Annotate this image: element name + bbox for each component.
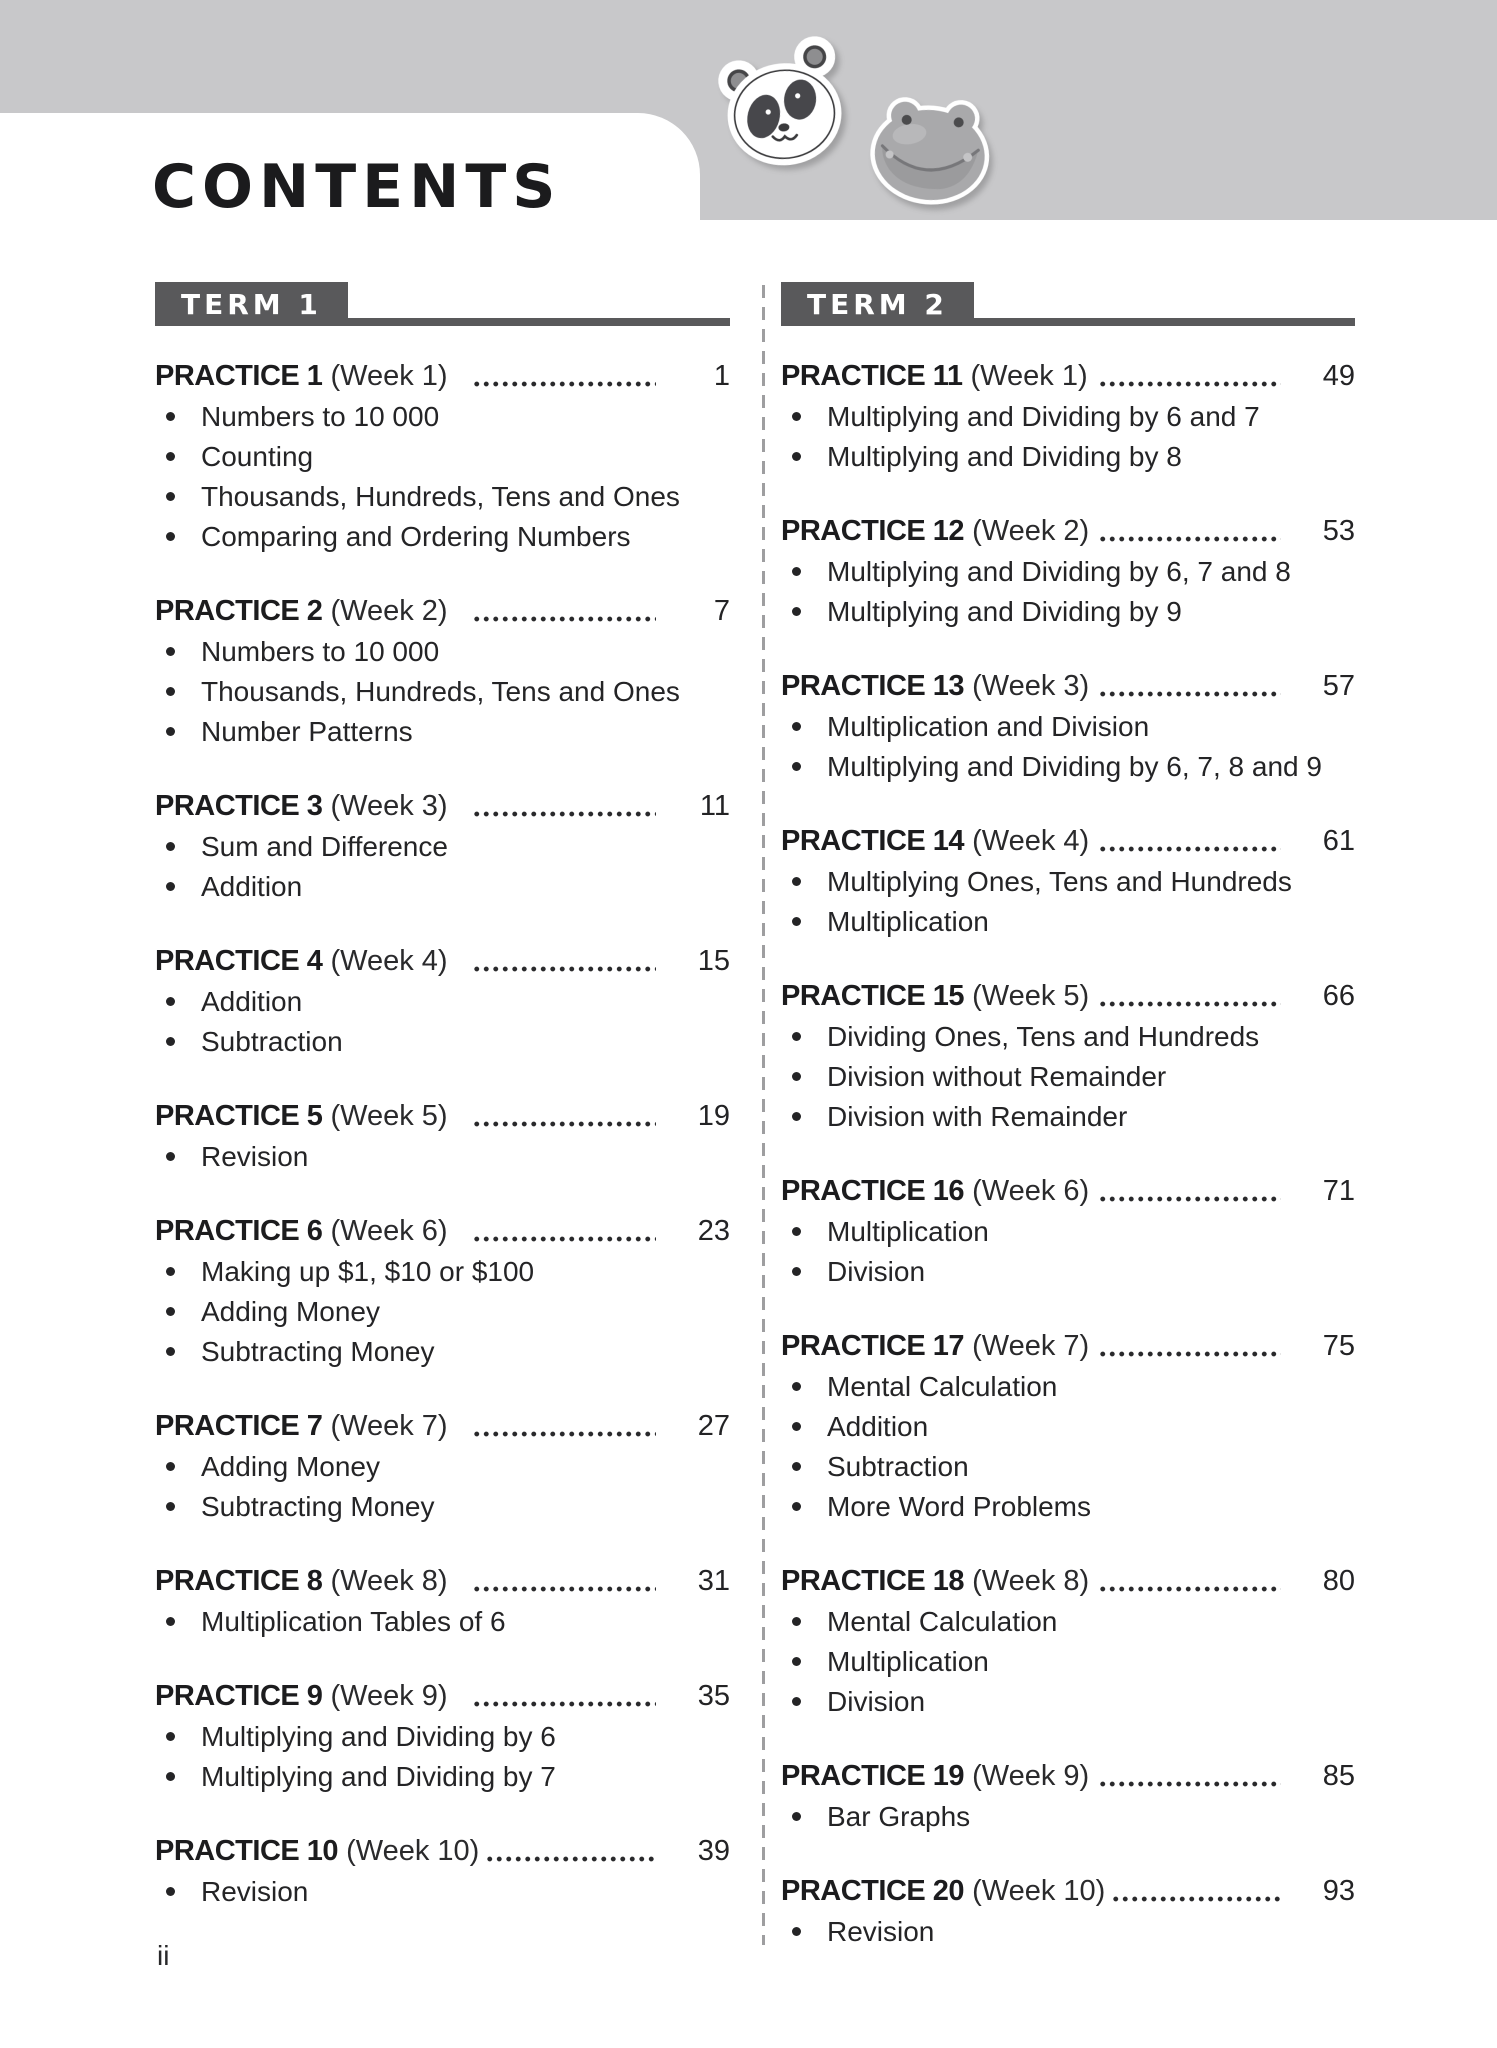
- dot-leader: [1098, 510, 1281, 552]
- practice-heading: [781, 1325, 1355, 1367]
- topic-item: [781, 1797, 1355, 1837]
- practice-title: [155, 590, 466, 632]
- practice-week: (Week 10): [346, 1835, 480, 1867]
- practice-heading: [155, 1405, 730, 1447]
- practice-title: [781, 1870, 1105, 1912]
- topic-item: [781, 1252, 1355, 1292]
- practice-week: (Week 9): [330, 1680, 448, 1712]
- practice-week: (Week 10): [972, 1875, 1106, 1907]
- practice-page-number: 15: [697, 945, 730, 977]
- footer-page-number: ii: [157, 1940, 170, 1971]
- practice-title: [781, 355, 1092, 397]
- practice-title: [155, 1830, 479, 1872]
- practice-entry: [781, 820, 1355, 942]
- term-column: [781, 282, 1355, 1985]
- practice-title: [781, 975, 1092, 1017]
- practice-label: PRACTICE 11: [781, 360, 963, 392]
- practice-title: [781, 1560, 1092, 1602]
- topic-label: Division: [827, 1686, 926, 1717]
- practice-week: (Week 9): [972, 1760, 1090, 1792]
- topic-label: Multiplying and Dividing by 7: [201, 1761, 556, 1792]
- practice-heading: [155, 1560, 730, 1602]
- practice-heading: [781, 665, 1355, 707]
- topics-list: [155, 1602, 730, 1642]
- practice-page-number: 80: [1322, 1565, 1355, 1597]
- practice-label: PRACTICE 14: [781, 825, 965, 857]
- dot-leader: [1098, 975, 1281, 1017]
- practice-label: PRACTICE 2: [155, 595, 323, 627]
- practice-page-number: 93: [1322, 1875, 1355, 1907]
- practice-label: PRACTICE 16: [781, 1175, 965, 1207]
- topic-label: Revision: [201, 1141, 309, 1172]
- practice-label: PRACTICE 8: [155, 1565, 323, 1597]
- topic-label: Bar Graphs: [827, 1801, 971, 1832]
- term-rule: [348, 318, 730, 326]
- topics-list: [781, 397, 1355, 477]
- dot-leader: [472, 1675, 656, 1717]
- practice-heading: [155, 1210, 730, 1252]
- topic-item: [155, 437, 730, 477]
- topic-item: [155, 1872, 730, 1912]
- practice-label: PRACTICE 5: [155, 1100, 323, 1132]
- practice-label: PRACTICE 3: [155, 790, 323, 822]
- practice-page-number: 23: [697, 1215, 730, 1247]
- practice-label: PRACTICE 7: [155, 1410, 323, 1442]
- practice-page-number: 85: [1322, 1760, 1355, 1792]
- practice-week: (Week 6): [972, 1175, 1090, 1207]
- practice-entry: [155, 355, 730, 557]
- topic-item: [781, 1487, 1355, 1527]
- topic-item: [781, 1912, 1355, 1952]
- practice-entry: [155, 1830, 730, 1912]
- practice-entry: [781, 1560, 1355, 1722]
- term-header: [781, 282, 1355, 326]
- topic-item: [155, 712, 730, 752]
- practice-title: [155, 1675, 466, 1717]
- practice-title: [155, 1560, 466, 1602]
- practice-week: (Week 5): [330, 1100, 448, 1132]
- page-title: CONTENTS: [152, 152, 562, 222]
- topic-item: [155, 867, 730, 907]
- practice-entry: [781, 1325, 1355, 1527]
- term-box: [781, 282, 974, 326]
- topic-label: Thousands, Hundreds, Tens and Ones: [201, 481, 680, 512]
- practice-label: PRACTICE 4: [155, 945, 323, 977]
- practice-label: PRACTICE 12: [781, 515, 965, 547]
- term-label: TERM 1: [181, 288, 322, 321]
- practice-heading: [781, 820, 1355, 862]
- topic-item: [155, 982, 730, 1022]
- topic-label: Comparing and Ordering Numbers: [201, 521, 631, 552]
- topic-label: Addition: [827, 1411, 929, 1442]
- topic-label: Multiplication: [827, 906, 989, 937]
- dot-leader: [1098, 1325, 1281, 1367]
- topic-item: [781, 862, 1355, 902]
- topic-label: Numbers to 10 000: [201, 636, 440, 667]
- topic-item: [781, 1447, 1355, 1487]
- term-label: TERM 2: [807, 288, 948, 321]
- practice-page-number: 75: [1322, 1330, 1355, 1362]
- term-box: [155, 282, 348, 326]
- topic-label: Adding Money: [201, 1296, 381, 1327]
- topics-list: [155, 397, 730, 557]
- topic-item: [781, 1097, 1355, 1137]
- topic-label: Thousands, Hundreds, Tens and Ones: [201, 676, 680, 707]
- practice-heading: [781, 975, 1355, 1017]
- topic-item: [781, 1057, 1355, 1097]
- practice-page-number: 35: [697, 1680, 730, 1712]
- dot-leader: [472, 1095, 656, 1137]
- practice-heading: [781, 1560, 1355, 1602]
- topic-item: [781, 437, 1355, 477]
- practice-week: (Week 8): [972, 1565, 1090, 1597]
- topics-list: [155, 1717, 730, 1797]
- practice-label: PRACTICE 10: [155, 1835, 339, 1867]
- practice-entry: [781, 1870, 1355, 1952]
- topic-item: [155, 672, 730, 712]
- practice-page-number: 57: [1322, 670, 1355, 702]
- practice-heading: [781, 1870, 1355, 1912]
- practice-entry: [155, 1405, 730, 1527]
- topics-list: [781, 1367, 1355, 1527]
- dot-leader: [1098, 1755, 1281, 1797]
- practice-list: [155, 355, 730, 1912]
- topic-item: [781, 1367, 1355, 1407]
- term-column: [155, 282, 730, 1945]
- practice-week: (Week 4): [972, 825, 1090, 857]
- practice-heading: [155, 1675, 730, 1717]
- topic-label: Multiplying and Dividing by 6 and 7: [827, 401, 1260, 432]
- topic-item: [155, 1447, 730, 1487]
- practice-entry: [781, 975, 1355, 1137]
- topic-label: Multiplying and Dividing by 8: [827, 441, 1182, 472]
- practice-heading: [781, 1755, 1355, 1797]
- practice-page-number: 1: [713, 360, 730, 392]
- topic-label: Adding Money: [201, 1451, 381, 1482]
- practice-entry: [781, 1755, 1355, 1837]
- topics-list: [155, 1137, 730, 1177]
- practice-label: PRACTICE 15: [781, 980, 965, 1012]
- topic-label: Division with Remainder: [827, 1101, 1128, 1132]
- topic-item: [781, 592, 1355, 632]
- topics-list: [781, 862, 1355, 942]
- topics-list: [155, 1252, 730, 1372]
- topic-label: Multiplication Tables of 6: [201, 1606, 506, 1637]
- topic-label: Division without Remainder: [827, 1061, 1167, 1092]
- practice-heading: [781, 510, 1355, 552]
- practice-entry: [155, 1560, 730, 1642]
- dot-leader: [472, 940, 656, 982]
- topic-item: [155, 477, 730, 517]
- topic-item: [781, 1407, 1355, 1447]
- practice-page-number: 7: [713, 595, 730, 627]
- practice-page-number: 27: [697, 1410, 730, 1442]
- practice-label: PRACTICE 19: [781, 1760, 965, 1792]
- topic-label: Mental Calculation: [827, 1371, 1058, 1402]
- topic-label: Multiplying and Dividing by 6, 7 and 8: [827, 556, 1291, 587]
- topic-item: [155, 1717, 730, 1757]
- topic-label: Mental Calculation: [827, 1606, 1058, 1637]
- practice-entry: [155, 590, 730, 752]
- topic-label: Multiplying and Dividing by 6: [201, 1721, 556, 1752]
- dot-leader: [472, 1560, 656, 1602]
- topics-list: [781, 1602, 1355, 1722]
- practice-page-number: 11: [699, 790, 730, 822]
- topic-item: [155, 1602, 730, 1642]
- topics-list: [155, 827, 730, 907]
- topic-label: Subtraction: [201, 1026, 343, 1057]
- topic-label: Multiplying and Dividing by 6, 7, 8 and 9: [827, 751, 1322, 782]
- practice-page-number: 31: [697, 1565, 730, 1597]
- contents-columns: [155, 282, 1355, 1985]
- practice-entry: [781, 1170, 1355, 1292]
- topic-item: [781, 1017, 1355, 1057]
- topics-list: [781, 1912, 1355, 1952]
- practice-title: [781, 820, 1092, 862]
- practice-heading: [781, 1170, 1355, 1212]
- topic-label: Revision: [827, 1916, 935, 1947]
- topic-label: Revision: [201, 1876, 309, 1907]
- panda-sticker-icon: [705, 27, 870, 192]
- practice-list: [781, 355, 1355, 1952]
- topic-item: [781, 747, 1355, 787]
- topic-label: Addition: [201, 871, 303, 902]
- practice-week: (Week 8): [330, 1565, 448, 1597]
- dot-leader: [1098, 355, 1281, 397]
- practice-title: [781, 1755, 1092, 1797]
- practice-page-number: 66: [1322, 980, 1355, 1012]
- topic-item: [155, 1487, 730, 1527]
- dot-leader: [472, 590, 656, 632]
- practice-title: [155, 1405, 466, 1447]
- topics-list: [155, 632, 730, 752]
- topic-item: [155, 1252, 730, 1292]
- term-rule: [974, 318, 1355, 326]
- topic-item: [155, 632, 730, 672]
- topic-item: [155, 827, 730, 867]
- practice-heading: [155, 1095, 730, 1137]
- practice-page-number: 53: [1322, 515, 1355, 547]
- topic-item: [155, 1332, 730, 1372]
- topics-list: [781, 1212, 1355, 1292]
- topics-list: [155, 982, 730, 1062]
- topic-item: [155, 1757, 730, 1797]
- topic-item: [155, 1022, 730, 1062]
- topic-item: [781, 552, 1355, 592]
- practice-week: (Week 3): [330, 790, 448, 822]
- dot-leader: [1098, 665, 1281, 707]
- frog-sticker-icon: [855, 86, 1005, 218]
- practice-page-number: 61: [1322, 825, 1355, 857]
- dot-leader: [1098, 1170, 1281, 1212]
- topic-label: Multiplication: [827, 1216, 989, 1247]
- dot-leader: [485, 1830, 656, 1872]
- topic-label: Number Patterns: [201, 716, 413, 747]
- practice-week: (Week 1): [970, 360, 1088, 392]
- practice-heading: [155, 590, 730, 632]
- topic-item: [781, 1682, 1355, 1722]
- dot-leader: [472, 1405, 656, 1447]
- topics-list: [781, 1017, 1355, 1137]
- practice-title: [781, 1325, 1092, 1367]
- dot-leader: [472, 355, 656, 397]
- topic-label: Counting: [201, 441, 314, 472]
- practice-label: PRACTICE 18: [781, 1565, 965, 1597]
- topic-label: Making up $1, $10 or $100: [201, 1256, 535, 1287]
- dot-leader: [1098, 1560, 1281, 1602]
- practice-entry: [781, 665, 1355, 787]
- topic-item: [155, 1137, 730, 1177]
- practice-week: (Week 4): [330, 945, 448, 977]
- topic-label: Division: [827, 1256, 926, 1287]
- topic-label: Multiplication and Division: [827, 711, 1150, 742]
- topics-list: [155, 1872, 730, 1912]
- topic-item: [155, 1292, 730, 1332]
- practice-entry: [155, 785, 730, 907]
- topics-list: [781, 707, 1355, 787]
- practice-entry: [781, 355, 1355, 477]
- topic-item: [155, 397, 730, 437]
- practice-page-number: 49: [1322, 360, 1355, 392]
- practice-title: [155, 1210, 466, 1252]
- topic-item: [155, 517, 730, 557]
- practice-title: [155, 1095, 466, 1137]
- topic-label: Dividing Ones, Tens and Hundreds: [827, 1021, 1260, 1052]
- practice-page-number: 39: [697, 1835, 730, 1867]
- topic-label: More Word Problems: [827, 1491, 1092, 1522]
- topic-item: [781, 1602, 1355, 1642]
- practice-entry: [155, 1210, 730, 1372]
- dot-leader: [472, 1210, 656, 1252]
- practice-week: (Week 3): [972, 670, 1090, 702]
- practice-heading: [155, 940, 730, 982]
- topic-item: [781, 397, 1355, 437]
- practice-label: PRACTICE 6: [155, 1215, 323, 1247]
- topic-label: Subtraction: [827, 1451, 969, 1482]
- practice-entry: [155, 1675, 730, 1797]
- term-header: [155, 282, 730, 326]
- topic-label: Sum and Difference: [201, 831, 448, 862]
- topic-label: Subtracting Money: [201, 1491, 435, 1522]
- topic-label: Multiplying and Dividing by 9: [827, 596, 1182, 627]
- practice-week: (Week 7): [972, 1330, 1090, 1362]
- practice-heading: [155, 785, 730, 827]
- dot-leader: [472, 785, 656, 827]
- practice-entry: [781, 510, 1355, 632]
- practice-heading: [155, 1830, 730, 1872]
- topic-item: [781, 707, 1355, 747]
- topics-list: [781, 552, 1355, 632]
- practice-label: PRACTICE 1: [155, 360, 323, 392]
- practice-entry: [155, 940, 730, 1062]
- practice-page-number: 71: [1322, 1175, 1355, 1207]
- practice-page-number: 19: [697, 1100, 730, 1132]
- practice-label: PRACTICE 9: [155, 1680, 323, 1712]
- practice-week: (Week 7): [330, 1410, 448, 1442]
- practice-heading: [155, 355, 730, 397]
- topic-label: Multiplication: [827, 1646, 989, 1677]
- practice-entry: [155, 1095, 730, 1177]
- practice-title: [781, 665, 1092, 707]
- practice-label: PRACTICE 20: [781, 1875, 965, 1907]
- practice-title: [155, 940, 466, 982]
- practice-week: (Week 5): [972, 980, 1090, 1012]
- practice-week: (Week 2): [972, 515, 1090, 547]
- practice-title: [155, 785, 466, 827]
- practice-week: (Week 2): [330, 595, 448, 627]
- topic-label: Multiplying Ones, Tens and Hundreds: [827, 866, 1292, 897]
- topic-label: Numbers to 10 000: [201, 401, 440, 432]
- topics-list: [155, 1447, 730, 1527]
- practice-week: (Week 1): [330, 360, 448, 392]
- topic-item: [781, 1212, 1355, 1252]
- practice-week: (Week 6): [330, 1215, 448, 1247]
- topic-item: [781, 1642, 1355, 1682]
- topic-label: Subtracting Money: [201, 1336, 435, 1367]
- practice-heading: [781, 355, 1355, 397]
- dot-leader: [1098, 820, 1281, 862]
- practice-title: [155, 355, 466, 397]
- practice-label: PRACTICE 13: [781, 670, 965, 702]
- practice-title: [781, 510, 1092, 552]
- topic-label: Addition: [201, 986, 303, 1017]
- topic-item: [781, 902, 1355, 942]
- dot-leader: [1111, 1870, 1281, 1912]
- topics-list: [781, 1797, 1355, 1837]
- practice-title: [781, 1170, 1092, 1212]
- practice-label: PRACTICE 17: [781, 1330, 965, 1362]
